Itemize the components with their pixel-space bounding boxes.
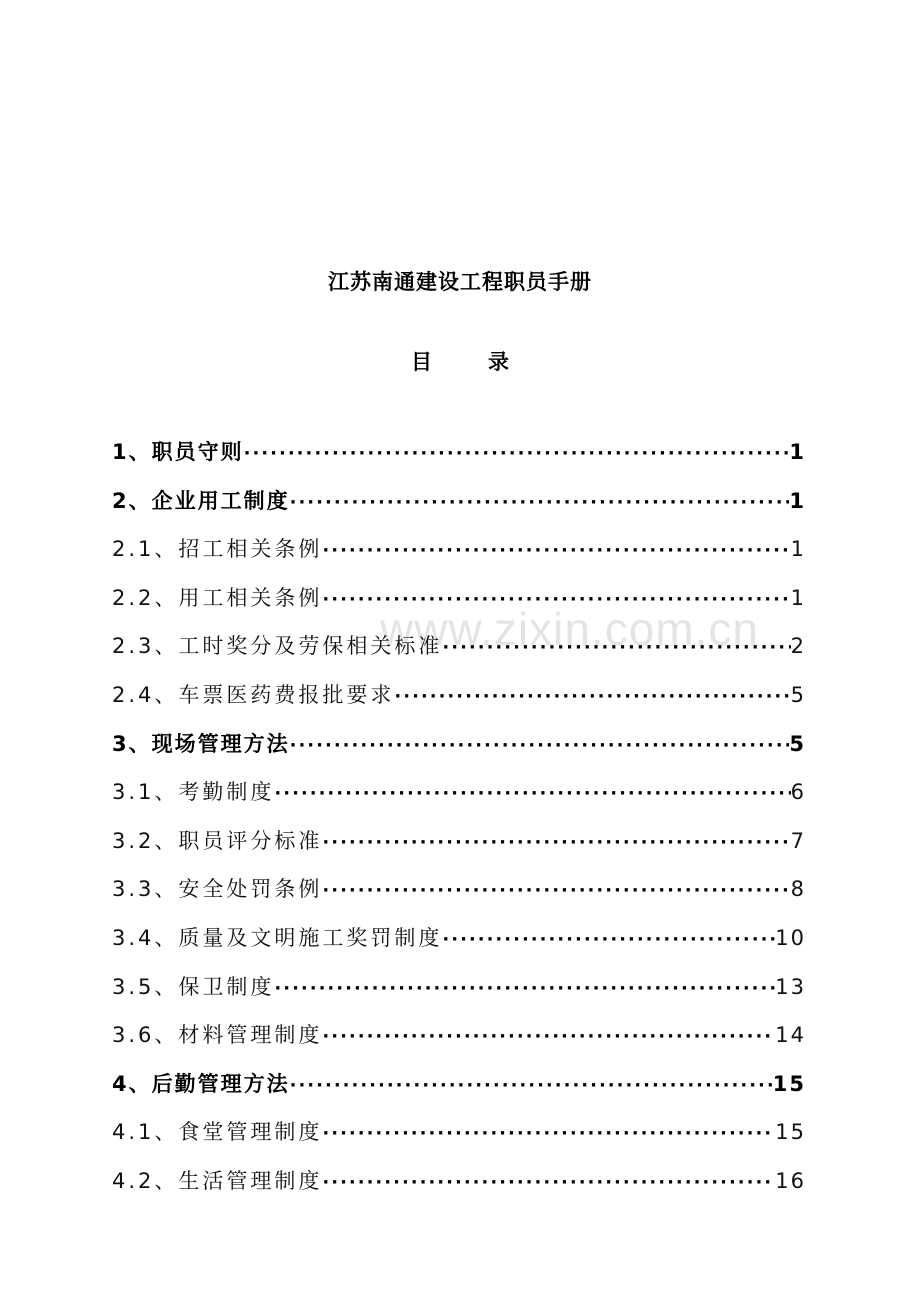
toc-entry-label: 2.1、招工相关条例 [112, 537, 323, 562]
toc-page-number: 1 [789, 488, 806, 513]
toc-entry-label: 3、现场管理方法 [112, 731, 290, 756]
toc-dot-leader [394, 671, 790, 720]
toc-entry-3-3[interactable] [112, 865, 806, 914]
toc-entry-2-3[interactable] [112, 622, 806, 671]
toc-entry-3-4[interactable] [112, 914, 806, 963]
toc-entry-3-2[interactable] [112, 817, 806, 866]
toc-dot-leader [322, 1108, 775, 1157]
toc-entry-3-5[interactable] [112, 963, 806, 1012]
toc-dot-leader [322, 1157, 775, 1206]
toc-dot-leader [290, 1060, 773, 1109]
toc-entry-label: 1、职员守则 [112, 440, 244, 464]
toc-entry-3-6[interactable] [112, 1011, 806, 1060]
toc-entry-label: 4、后勤管理方法 [112, 1071, 290, 1096]
toc-page-number: 1 [790, 585, 806, 610]
toc-page-number: 14 [775, 1023, 806, 1048]
toc-page-number: 1 [789, 440, 806, 464]
toc-page-number: 5 [790, 682, 806, 707]
toc-dot-leader [322, 865, 790, 914]
toc-entry-label: 3.6、材料管理制度 [112, 1023, 323, 1048]
toc-dot-leader [322, 1011, 775, 1060]
toc-entry-4-2[interactable] [112, 1157, 806, 1206]
toc-entry-3-1[interactable] [112, 768, 806, 817]
toc-page-number: 7 [790, 828, 806, 853]
toc-entry-label: 2.4、车票医药费报批要求 [112, 682, 395, 707]
toc-entry-2[interactable] [112, 477, 806, 526]
toc-page-number: 5 [789, 731, 806, 756]
toc-heading: 目录 [411, 350, 565, 374]
table-of-contents [112, 428, 806, 1206]
toc-entry-label: 2.3、工时奖分及劳保相关标准 [112, 634, 443, 659]
toc-page-number: 2 [790, 634, 806, 659]
toc-page-number: 8 [790, 877, 806, 902]
toc-page-number: 15 [775, 1120, 806, 1145]
toc-entry-label: 3.4、质量及文明施工奖罚制度 [112, 925, 443, 950]
toc-entry-label: 4.2、生活管理制度 [112, 1168, 323, 1193]
toc-entry-1[interactable] [112, 428, 806, 477]
toc-entry-label: 3.5、保卫制度 [112, 974, 275, 999]
toc-entry-label: 2、企业用工制度 [112, 488, 290, 513]
toc-page-number: 6 [790, 780, 806, 805]
toc-entry-label: 4.1、食堂管理制度 [112, 1120, 323, 1145]
toc-entry-2-4[interactable] [112, 671, 806, 720]
toc-dot-leader [274, 963, 775, 1012]
toc-entry-4-1[interactable] [112, 1108, 806, 1157]
toc-page-number: 13 [775, 974, 806, 999]
toc-dot-leader [274, 768, 790, 817]
toc-entry-label: 3.2、职员评分标准 [112, 828, 323, 853]
toc-entry-4[interactable] [112, 1060, 806, 1109]
toc-entry-3[interactable] [112, 720, 806, 769]
toc-dot-leader [442, 914, 775, 963]
toc-dot-leader [290, 477, 790, 526]
toc-dot-leader [290, 720, 790, 769]
toc-entry-label: 2.2、用工相关条例 [112, 585, 323, 610]
document-title: 江苏南通建设工程职员手册 [328, 270, 592, 294]
toc-page-number: 16 [775, 1168, 806, 1193]
toc-entry-2-1[interactable] [112, 525, 806, 574]
toc-entry-2-2[interactable] [112, 574, 806, 623]
toc-dot-leader [322, 574, 790, 623]
toc-page-number: 1 [790, 537, 806, 562]
toc-dot-leader [244, 428, 790, 477]
toc-page-number: 15 [772, 1071, 806, 1096]
toc-entry-label: 3.1、考勤制度 [112, 780, 275, 805]
toc-page-number: 10 [775, 925, 806, 950]
toc-entry-label: 3.3、安全处罚条例 [112, 877, 323, 902]
toc-dot-leader [322, 817, 790, 866]
toc-dot-leader [322, 525, 790, 574]
watermark-text: www.zixin.com.cn [380, 603, 759, 655]
toc-dot-leader [442, 622, 790, 671]
